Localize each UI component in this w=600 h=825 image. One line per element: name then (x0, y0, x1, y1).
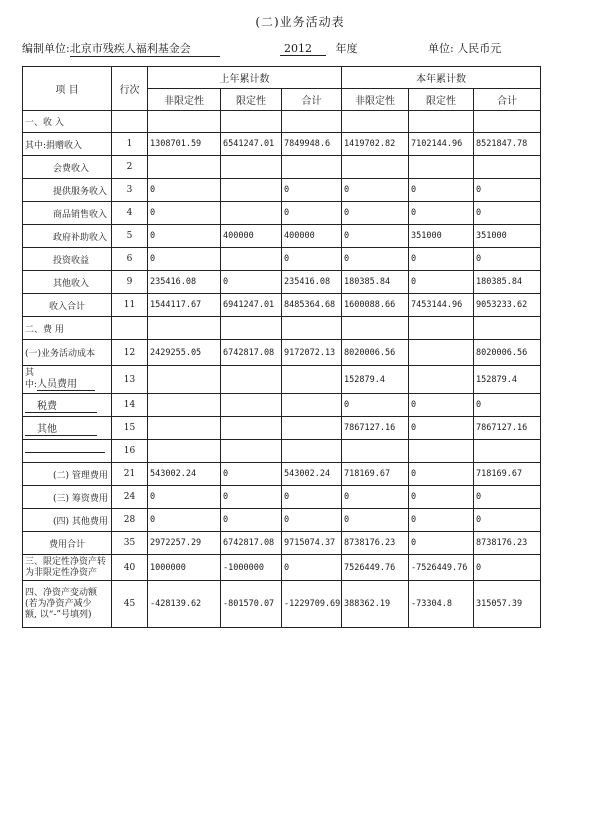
value-cell: 0 (409, 486, 474, 509)
row-label (23, 509, 112, 532)
value-cell: 315057.39 (474, 581, 541, 628)
row-label-text: (四) 其他费用 (53, 516, 108, 527)
value-cell: -1229709.69 (282, 581, 342, 628)
row-label-text: (二) 管理费用 (53, 470, 108, 481)
row-label-text: (三) 筹资费用 (53, 493, 108, 504)
row-label (23, 248, 112, 271)
value-cell: 0 (221, 486, 282, 509)
value-cell: 1544117.67 (148, 294, 221, 317)
value-cell: 388362.19 (342, 581, 409, 628)
row-label-text: 收入合计 (48, 301, 85, 312)
table-row (23, 509, 541, 532)
compiling-unit (22, 40, 220, 57)
value-cell: 0 (282, 555, 342, 581)
value-cell: 0 (342, 394, 409, 417)
row-label-text: 二、费 用 (25, 324, 64, 335)
row-label-text: 其中:捐赠收入 (25, 140, 83, 151)
row-label (23, 366, 112, 394)
value-cell (282, 156, 342, 179)
row-label (23, 486, 112, 509)
value-cell: 0 (282, 486, 342, 509)
value-cell: 0 (474, 248, 541, 271)
value-cell: 8485364.68 (282, 294, 342, 317)
value-cell: 718169.67 (474, 463, 541, 486)
value-cell: 152879.4 (474, 366, 541, 394)
value-cell: 400000 (221, 225, 282, 248)
value-cell: 9172072.13 (282, 340, 342, 366)
row-seq: 24 (112, 486, 148, 509)
value-cell: -428139.62 (148, 581, 221, 628)
value-cell (148, 111, 221, 133)
value-cell: 0 (474, 555, 541, 581)
value-cell: 0 (148, 179, 221, 202)
value-cell: 0 (474, 202, 541, 225)
row-seq (112, 111, 148, 133)
value-cell (342, 111, 409, 133)
table-row (23, 156, 541, 179)
row-label-part: 中: (25, 380, 38, 390)
row-label (23, 156, 112, 179)
row-seq: 11 (112, 294, 148, 317)
col-seq: 行次 (112, 67, 148, 111)
value-cell: 0 (409, 179, 474, 202)
value-cell: 351000 (409, 225, 474, 248)
row-label-part: (若为净资产减少 (25, 598, 92, 609)
table-row (23, 317, 541, 340)
row-label (23, 202, 112, 225)
report-year (280, 40, 358, 56)
value-cell: 400000 (282, 225, 342, 248)
row-label-part: 三、限定性净资产转 (25, 556, 107, 567)
row-seq: 28 (112, 509, 148, 532)
col-prev-restricted: 限定性 (221, 89, 282, 111)
value-cell: 543002.24 (282, 463, 342, 486)
col-prev-total: 合计 (282, 89, 342, 111)
value-cell: 7867127.16 (474, 417, 541, 440)
value-cell: -7526449.76 (409, 555, 474, 581)
row-label-text: (一)业务活动成本 (25, 349, 96, 359)
row-label (23, 440, 112, 463)
value-cell: 8738176.23 (474, 532, 541, 555)
row-seq: 21 (112, 463, 148, 486)
value-cell: 180385.84 (342, 271, 409, 294)
value-cell: 0 (148, 248, 221, 271)
value-cell: 7849948.6 (282, 133, 342, 156)
value-cell: 0 (282, 509, 342, 532)
value-cell (221, 156, 282, 179)
value-cell: 2429255.05 (148, 340, 221, 366)
value-cell: 543002.24 (148, 463, 221, 486)
row-label-text: 其他 (25, 420, 97, 436)
row-seq: 1 (112, 133, 148, 156)
value-cell (148, 317, 221, 340)
value-cell (474, 111, 541, 133)
value-cell: 0 (148, 225, 221, 248)
row-seq: 4 (112, 202, 148, 225)
row-seq: 12 (112, 340, 148, 366)
value-cell (148, 440, 221, 463)
currency-label: 单位: (428, 42, 454, 55)
table-row (23, 463, 541, 486)
value-cell: 0 (409, 509, 474, 532)
value-cell: 8738176.23 (342, 532, 409, 555)
value-cell: 9715074.37 (282, 532, 342, 555)
row-label (23, 417, 112, 440)
currency-unit (428, 40, 501, 56)
row-label (23, 463, 112, 486)
col-curr-restricted: 限定性 (409, 89, 474, 111)
value-cell (409, 111, 474, 133)
table-row (23, 179, 541, 202)
year-value: 2012 (280, 42, 326, 56)
row-seq: 40 (112, 555, 148, 581)
row-label (23, 581, 112, 628)
value-cell (221, 111, 282, 133)
value-cell: 0 (409, 248, 474, 271)
table-row (23, 440, 541, 463)
value-cell: 0 (221, 463, 282, 486)
value-cell (148, 366, 221, 394)
value-cell (221, 394, 282, 417)
row-label-text: 其他收入 (53, 278, 90, 289)
row-label (23, 555, 112, 581)
value-cell (409, 440, 474, 463)
value-cell: 0 (342, 225, 409, 248)
row-seq (112, 317, 148, 340)
currency-value: 人民币元 (457, 42, 502, 55)
value-cell: 8521847.78 (474, 133, 541, 156)
value-cell: 7867127.16 (342, 417, 409, 440)
value-cell: 0 (282, 179, 342, 202)
value-cell (474, 156, 541, 179)
table-row (23, 271, 541, 294)
row-label-part (25, 379, 109, 391)
row-seq: 5 (112, 225, 148, 248)
table-row (23, 555, 541, 581)
row-label (23, 340, 112, 366)
value-cell: 0 (474, 179, 541, 202)
value-cell: 0 (474, 394, 541, 417)
unit-label: 编制单位: (22, 42, 70, 55)
table-row (23, 532, 541, 555)
col-prev-unrestricted: 非限定性 (148, 89, 221, 111)
row-seq: 35 (112, 532, 148, 555)
report-title: (二)业务活动表 (255, 15, 345, 29)
row-label-part: 其 (25, 368, 35, 378)
row-label (23, 532, 112, 555)
value-cell (221, 366, 282, 394)
table-row (23, 340, 541, 366)
value-cell: 6541247.01 (221, 133, 282, 156)
value-cell: 0 (148, 509, 221, 532)
value-cell (342, 156, 409, 179)
value-cell (221, 179, 282, 202)
row-label-text: 提供服务收入 (53, 186, 108, 197)
value-cell: 0 (409, 394, 474, 417)
value-cell (409, 366, 474, 394)
value-cell (148, 417, 221, 440)
row-label-text: 投资收益 (53, 255, 90, 266)
value-cell: 1419702.82 (342, 133, 409, 156)
table-row (23, 225, 541, 248)
value-cell: 0 (409, 417, 474, 440)
col-prev-year: 上年累计数 (148, 67, 342, 89)
value-cell: -801570.07 (221, 581, 282, 628)
unit-value: 北京市残疾人福利基金会 (70, 40, 220, 57)
row-label-text: 一、收 入 (25, 118, 64, 128)
row-label-part: 额, 以“-”号填列) (25, 609, 92, 620)
row-label (23, 111, 112, 133)
col-curr-unrestricted: 非限定性 (342, 89, 409, 111)
col-curr-year: 本年累计数 (342, 67, 541, 89)
value-cell (409, 340, 474, 366)
row-label-text (25, 452, 105, 453)
value-cell: 0 (342, 179, 409, 202)
value-cell: 351000 (474, 225, 541, 248)
value-cell (148, 394, 221, 417)
value-cell (409, 156, 474, 179)
value-cell (221, 248, 282, 271)
value-cell (474, 317, 541, 340)
row-label-part: 四、净资产变动额 (25, 587, 98, 598)
row-label-part: 为非限定性净资产 (25, 567, 98, 578)
row-label-text: 费用合计 (48, 539, 85, 550)
value-cell (282, 417, 342, 440)
value-cell (342, 440, 409, 463)
col-item: 项 目 (23, 67, 112, 111)
row-label-text: 政府补助收入 (53, 232, 108, 243)
value-cell: 0 (409, 463, 474, 486)
value-cell: 6941247.01 (221, 294, 282, 317)
value-cell: 0 (342, 486, 409, 509)
table-row (23, 417, 541, 440)
table-row (23, 202, 541, 225)
value-cell: 180385.84 (474, 271, 541, 294)
value-cell: 9053233.62 (474, 294, 541, 317)
row-label (23, 394, 112, 417)
row-seq: 15 (112, 417, 148, 440)
value-cell: 152879.4 (342, 366, 409, 394)
year-label: 年度 (335, 42, 358, 55)
activity-table (22, 66, 541, 628)
value-cell: 8020006.56 (474, 340, 541, 366)
value-cell: 0 (282, 202, 342, 225)
table-row (23, 394, 541, 417)
row-seq: 13 (112, 366, 148, 394)
value-cell (474, 440, 541, 463)
value-cell: 0 (474, 486, 541, 509)
value-cell (342, 317, 409, 340)
value-cell (282, 111, 342, 133)
value-cell: 0 (409, 202, 474, 225)
value-cell: 0 (342, 509, 409, 532)
value-cell: 235416.08 (148, 271, 221, 294)
value-cell: 0 (148, 202, 221, 225)
value-cell (221, 417, 282, 440)
row-seq: 14 (112, 394, 148, 417)
value-cell (221, 440, 282, 463)
value-cell: 1000000 (148, 555, 221, 581)
value-cell: 0 (342, 248, 409, 271)
value-cell: 0 (282, 248, 342, 271)
row-label-part: 人员费用 (37, 379, 95, 391)
value-cell (409, 317, 474, 340)
value-cell: 1600088.66 (342, 294, 409, 317)
value-cell (282, 440, 342, 463)
value-cell (282, 317, 342, 340)
value-cell: 0 (409, 532, 474, 555)
value-cell: 7526449.76 (342, 555, 409, 581)
table-row (23, 294, 541, 317)
table-row (23, 366, 541, 394)
row-seq: 3 (112, 179, 148, 202)
value-cell: 0 (221, 271, 282, 294)
value-cell: 0 (221, 509, 282, 532)
row-label-text: 会费收入 (53, 163, 90, 174)
value-cell: -1000000 (221, 555, 282, 581)
table-row (23, 581, 541, 628)
col-curr-total: 合计 (474, 89, 541, 111)
value-cell (282, 366, 342, 394)
row-seq: 45 (112, 581, 148, 628)
row-label (23, 317, 112, 340)
row-label (23, 225, 112, 248)
value-cell: -73304.8 (409, 581, 474, 628)
value-cell: 1308701.59 (148, 133, 221, 156)
row-label-text: 商品销售收入 (53, 209, 108, 220)
row-seq: 16 (112, 440, 148, 463)
row-seq: 2 (112, 156, 148, 179)
value-cell: 0 (342, 202, 409, 225)
value-cell (282, 394, 342, 417)
table-row (23, 486, 541, 509)
value-cell: 7102144.96 (409, 133, 474, 156)
value-cell: 7453144.96 (409, 294, 474, 317)
row-label (23, 179, 112, 202)
value-cell: 0 (409, 271, 474, 294)
table-row (23, 133, 541, 156)
row-label (23, 133, 112, 156)
table-row (23, 248, 541, 271)
row-label-text: 税费 (25, 397, 97, 413)
value-cell (148, 156, 221, 179)
value-cell: 6742817.08 (221, 340, 282, 366)
value-cell: 6742817.08 (221, 532, 282, 555)
value-cell: 8020006.56 (342, 340, 409, 366)
row-label (23, 271, 112, 294)
value-cell: 2972257.29 (148, 532, 221, 555)
value-cell: 0 (148, 486, 221, 509)
value-cell (221, 202, 282, 225)
row-seq: 9 (112, 271, 148, 294)
value-cell: 718169.67 (342, 463, 409, 486)
row-label (23, 294, 112, 317)
value-cell: 0 (474, 509, 541, 532)
value-cell (221, 317, 282, 340)
table-row (23, 111, 541, 133)
value-cell: 235416.08 (282, 271, 342, 294)
row-seq: 6 (112, 248, 148, 271)
